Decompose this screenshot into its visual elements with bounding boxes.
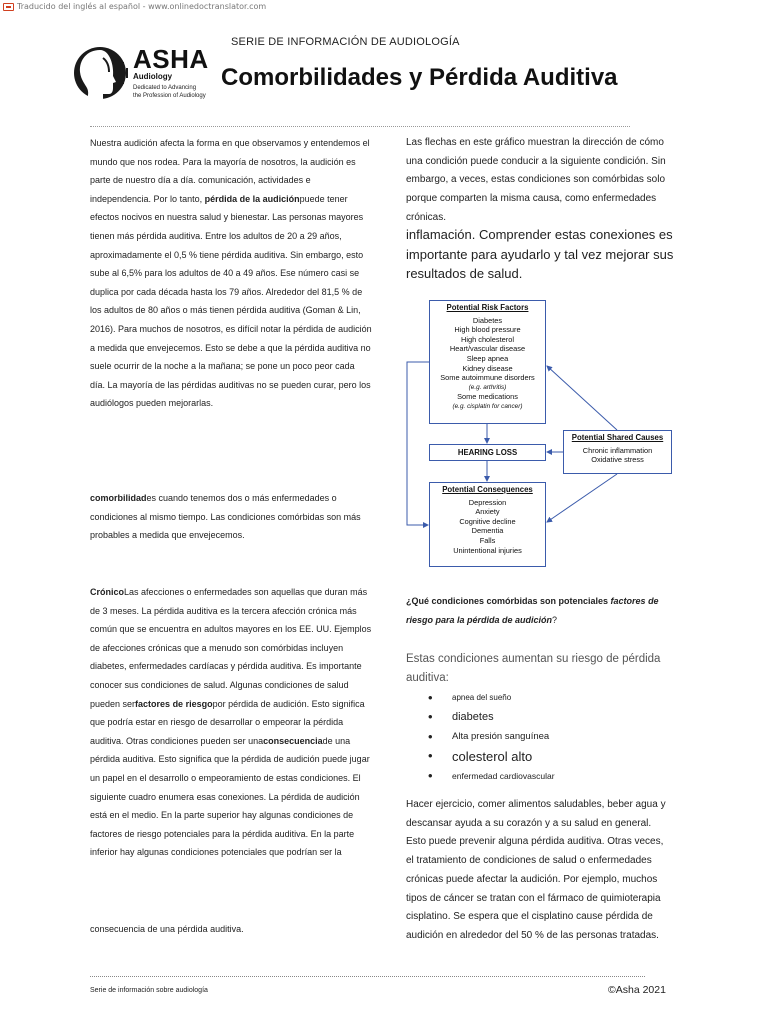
intro-paragraph: Nuestra audición afecta la forma en que observamos y entendemos el mundo que nos rodea. Para la mayoría de nosotros, la audición es parte de nuestro día a día. comunicación, actividades e independencia. Por lo tanto, pérdida de la audiciónpuede tener efectos nocivos en nuestra salud y bienestar. Las personas mayores tienen más pérdida auditiva. Entre los adultos de 20 a 29 años, aproximadamente el 0,5 % tiene pérdida auditiva. Sin embargo, esto sube al 6,5% para los adultos de 40 a 49 años. Ese número casi se duplica por cada década hasta los 79 años. Alrededor del 81,5 % de los adultos de 80 años o más tienen pérdida auditiva (Goman & Lin, 2016). Para muchos de nosotros, es difícil notar la pérdida de audición a medida que envejecemos. Esto se debe a que la pérdida auditiva no suele ocurrir de la noche a la mañana; se pone un poco peor cada día. La mayoría de las pérdidas auditivas no se pueden curar, pero los audiólogos pueden mejorarlas.: [90, 138, 372, 409]
list-item: • colesterol alto: [428, 747, 555, 767]
risk-item: Some autoimmune disorders: [440, 373, 535, 383]
list-item: • enfermedad cardiovascular: [428, 766, 555, 786]
risk-item: Kidney disease: [462, 363, 513, 373]
list-item: • Alta presión sanguínea: [428, 727, 555, 747]
footer-series: Serie de información sobre audiología: [90, 987, 208, 994]
risk-conditions-list: [428, 688, 555, 786]
logo-name: ASHA: [133, 44, 209, 74]
term-chronic: Crónico: [90, 587, 125, 597]
translation-banner[interactable]: [0, 0, 266, 13]
shared-cause-item: Oxidative stress: [591, 455, 644, 465]
comorbidity-diagram: [402, 296, 678, 570]
shared-to-risk-arrow: [547, 366, 617, 430]
consequence-item: Dementia: [471, 526, 504, 536]
consequence-item: Cognitive decline: [459, 516, 516, 526]
footer-copyright: ©Asha 2021: [608, 984, 666, 996]
translator-icon: [3, 3, 14, 11]
increase-risk-text: Estas condiciones aumentan su riesgo de pérdida auditiva:: [406, 653, 661, 684]
consequence-item: Falls: [479, 535, 496, 545]
risk-factors-title: Potential Risk Factors: [446, 303, 529, 312]
footer-divider: [90, 976, 645, 977]
consequences-box: [429, 482, 546, 567]
logo-sub: Audiology: [133, 72, 173, 81]
consequence-item: Depression: [468, 497, 507, 507]
asha-head-icon: [73, 44, 131, 106]
asha-logo: [73, 44, 213, 106]
risk-to-consequence-arrow: [407, 362, 429, 525]
risk-item: Heart/vascular disease: [449, 344, 526, 354]
hearing-loss-box: HEARING LOSS: [429, 444, 546, 461]
inflammation-paragraph: inflamación. Comprender estas conexiones es importante para ayudarlo y tal vez mejorar sus resultados de salud.: [406, 227, 674, 281]
risk-note: (e.g. arthritis): [468, 383, 507, 391]
consequence-item: Unintentional injuries: [453, 545, 522, 555]
translation-banner-text[interactable]: Traducido del inglés al español - www.onlinedoctranslator.com: [17, 2, 267, 11]
shared-to-consequence-arrow: [547, 474, 617, 522]
arrows-paragraph: Las flechas en este gráfico muestran la dirección de cómo una condición puede conducir a la siguiente condición. Sin embargo, a veces, estas condiciones son comórbidas solo porque comparten la misma causa, como enfermedades crónicas.: [406, 137, 666, 223]
risk-item: Sleep apnea: [466, 353, 509, 363]
consequence-item: Anxiety: [475, 507, 500, 517]
risk-note: (e.g. cisplatin for cancer): [452, 402, 523, 410]
series-label: SERIE DE INFORMACIÓN DE AUDIOLOGÍA: [231, 36, 460, 48]
list-item: • diabetes: [428, 708, 555, 728]
term-consequence: consecuencia: [263, 735, 323, 746]
list-item: • apnea del sueño: [428, 688, 555, 708]
consequence-paragraph: consecuencia de una pérdida auditiva.: [90, 924, 244, 934]
shared-causes-title: Potential Shared Causes: [571, 433, 664, 442]
chronic-paragraph: CrónicoLas afecciones o enfermedades son aquellas que duran más de 3 meses. La pérdida auditiva es la tercera afección crónica más común que se encuentra en adultos mayores en los EE. UU. Ejemplos de afecciones crónicas que a menudo son comórbidas incluyen diabetes, enfermedades cardíacas y pérdida auditiva. Es importante conocer sus condiciones de salud. Algunas condiciones de salud pueden serfactores de riesgopor pérdida de audición. Esto significa que podría estar en riesgo de desarrollar o empeorar la pérdida auditiva. Otras condiciones pueden ser unaconsecuenciade una pérdida auditiva. Esto significa que la pérdida de audición puede jugar un papel en el desarrollo o empeoramiento de estas condiciones. El siguiente cuadro enumera esas conexiones. La pérdida de audición está en el medio. En la parte superior hay algunas condiciones de factores de riesgo potenciales para la pérdida auditiva. En la parte inferior hay algunas condiciones potenciales que podrían ser la: [90, 587, 372, 858]
risk-factors-box: [429, 300, 546, 424]
term-risk-factors: factores de riesgo: [135, 698, 213, 709]
shared-causes-box: [563, 430, 672, 474]
header-divider: [90, 126, 630, 127]
risk-item: High cholesterol: [461, 334, 514, 344]
logo-tagline: Dedicated to Advancing the Profession of Audiology: [133, 85, 206, 99]
consequences-title: Potential Consequences: [442, 485, 533, 494]
question-heading: ¿Qué condiciones comórbidas son potenciales factores de riesgo para la pérdida de audición?: [406, 596, 659, 625]
term-hearing-loss: pérdida de la audición: [204, 193, 300, 204]
page-title: Comorbilidades y Pérdida Auditiva: [221, 64, 618, 91]
risk-item: Some medications: [457, 392, 518, 402]
shared-cause-item: Chronic inflammation: [582, 445, 653, 455]
comorbidity-paragraph: comorbilidades cuando tenemos dos o más enfermedades o condiciones al mismo tiempo. Las condiciones comórbidas son más probables a medida que envejecemos.: [90, 493, 361, 541]
term-comorbidity: comorbilidad: [90, 493, 147, 503]
risk-item: High blood pressure: [454, 325, 521, 335]
prevention-paragraph: Hacer ejercicio, comer alimentos saludables, beber agua y descansar ayuda a su corazón y a su salud en general. Esto puede prevenir alguna pérdida auditiva. Otras veces, el tratamiento de condiciones de salud o enfermedades crónicas puede afectar la audición. Por ejemplo, muchos tipos de cáncer se tratan con el fármaco de quimioterapia cisplatino. Se espera que el cisplatino cause pérdida de audición en alrededor del 50 % de las personas tratadas.: [406, 799, 666, 941]
risk-item: Diabetes: [472, 315, 503, 325]
